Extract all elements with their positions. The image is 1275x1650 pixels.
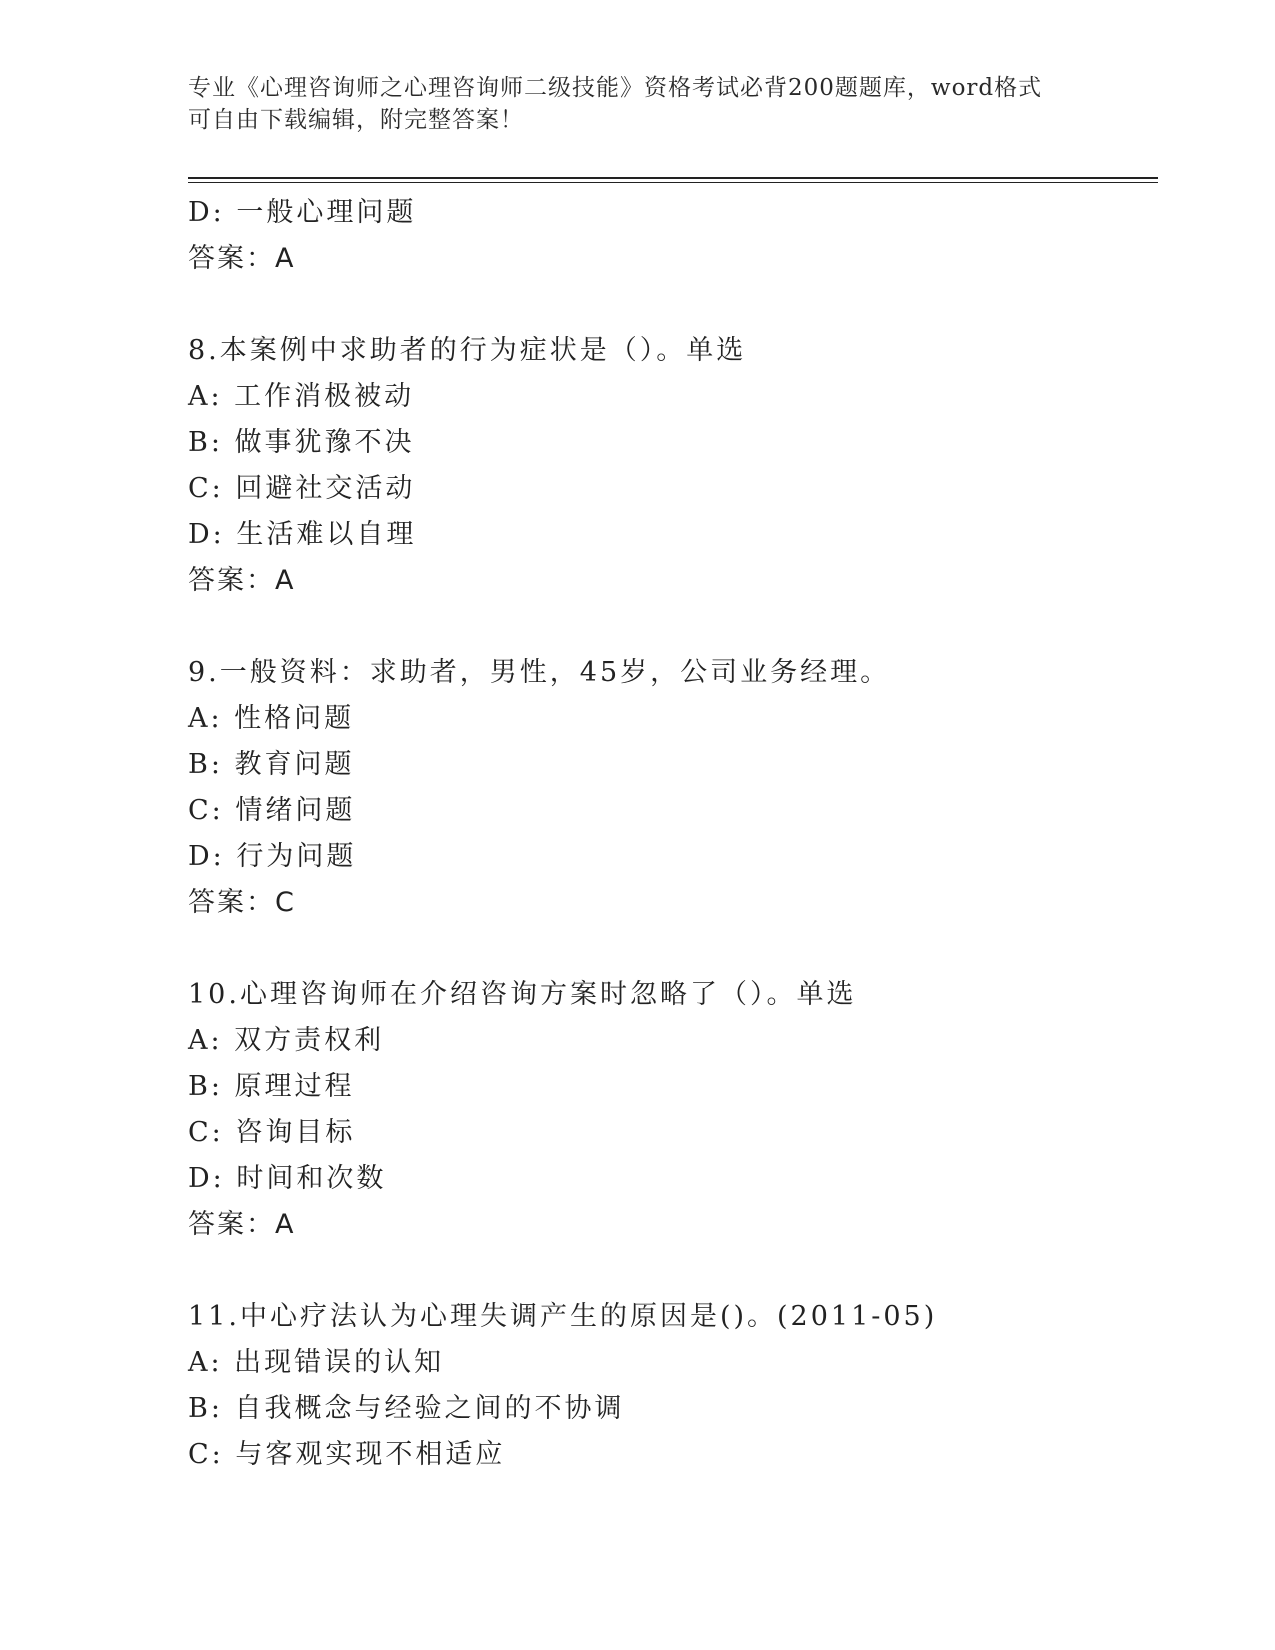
- question-block-9: [188, 650, 1158, 926]
- question-stem: 10.心理咨询师在介绍咨询方案时忽略了（）。单选: [188, 979, 857, 1010]
- question-stem: 11.中心疗法认为心理失调产生的原因是()。(2011-05): [188, 1301, 938, 1332]
- question-stem: 9.一般资料：求助者，男性，45岁，公司业务经理。: [188, 657, 891, 688]
- document-header: [188, 72, 1068, 136]
- question-block-11: [188, 1294, 1158, 1478]
- answer-line: 答案：C: [188, 887, 296, 918]
- question-list: [188, 190, 1158, 1478]
- question-block-10: [188, 972, 1158, 1248]
- option-d: D: 行为问题: [188, 841, 357, 872]
- option-a: A: 工作消极被动: [188, 381, 415, 412]
- spacer: [188, 282, 1158, 328]
- option-d: D: 时间和次数: [188, 1163, 387, 1194]
- question-block-8: [188, 328, 1158, 604]
- header-rule-thin: [188, 182, 1158, 183]
- answer-line: 答案：A: [188, 1209, 296, 1240]
- question-stem: 8.本案例中求助者的行为症状是（）。单选: [188, 335, 747, 366]
- spacer: [188, 926, 1158, 972]
- header-line-2: 可自由下载编辑，附完整答案！: [188, 107, 524, 133]
- spacer: [188, 604, 1158, 650]
- answer-line: 答案：A: [188, 243, 296, 274]
- option-d: D: 生活难以自理: [188, 519, 417, 550]
- option-b: B: 教育问题: [188, 749, 355, 780]
- option-b: B: 做事犹豫不决: [188, 427, 415, 458]
- option-d: D: 一般心理问题: [188, 197, 417, 228]
- header-rule-thick: [188, 177, 1158, 179]
- option-b: B: 原理过程: [188, 1071, 355, 1102]
- spacer: [188, 1248, 1158, 1294]
- option-c: C: 咨询目标: [188, 1117, 356, 1148]
- option-a: A: 性格问题: [188, 703, 355, 734]
- option-a: A: 出现错误的认知: [188, 1347, 445, 1378]
- option-c: C: 回避社交活动: [188, 473, 416, 504]
- option-c: C: 与客观实现不相适应: [188, 1439, 506, 1470]
- option-b: B: 自我概念与经验之间的不协调: [188, 1393, 625, 1424]
- answer-line: 答案：A: [188, 565, 296, 596]
- option-a: A: 双方责权利: [188, 1025, 385, 1056]
- option-c: C: 情绪问题: [188, 795, 356, 826]
- header-line-1: 专业《心理咨询师之心理咨询师二级技能》资格考试必背200题题库，word格式: [188, 75, 1043, 101]
